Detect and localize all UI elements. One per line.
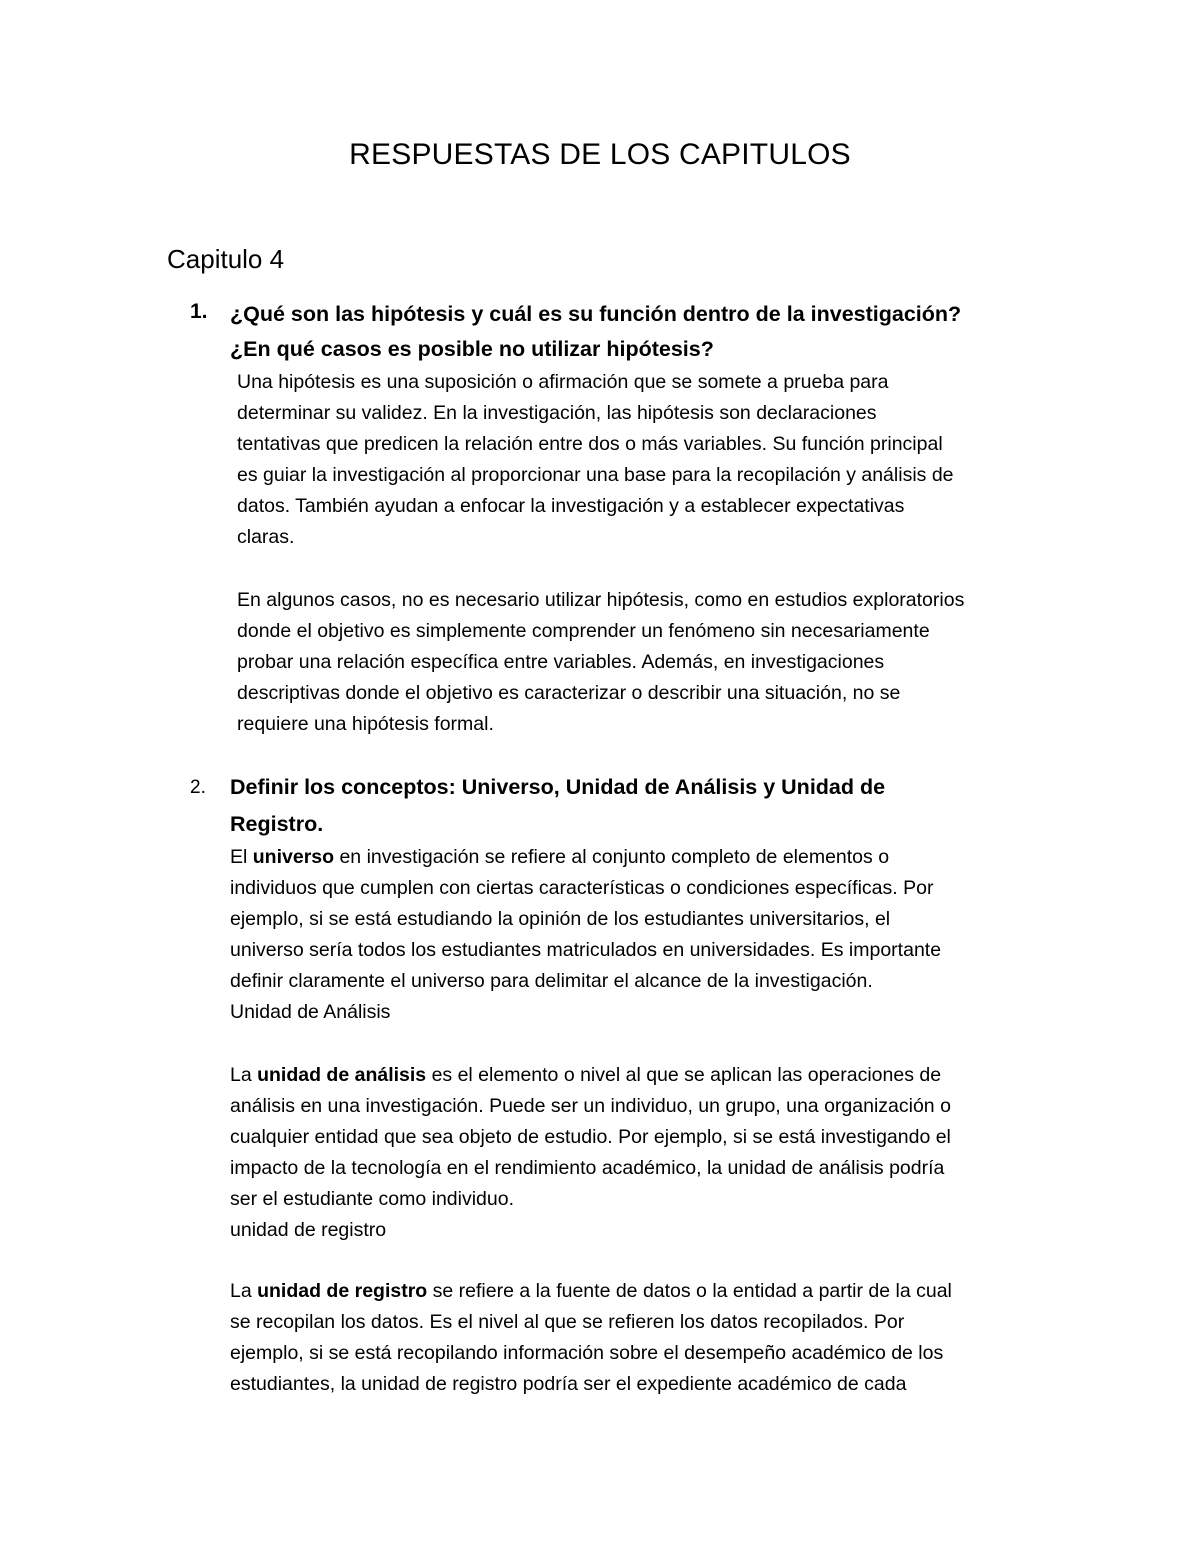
- question-2-line-1: Definir los conceptos: Universo, Unidad de Análisis y Unidad de: [230, 775, 886, 799]
- chapter-heading: Capitulo 4: [167, 244, 285, 274]
- subheading-unidad-de-analisis: Unidad de Análisis: [230, 1001, 391, 1023]
- text-line: análisis en una investigación. Puede ser un individuo, un grupo, una organización o: [230, 1095, 951, 1117]
- answer-1-paragraph-1: [237, 367, 954, 553]
- text-line: cualquier entidad que sea objeto de estudio. Por ejemplo, si se está investigando el: [230, 1126, 951, 1148]
- text-line: requiere una hipótesis formal.: [237, 713, 494, 735]
- text-span: El: [230, 846, 253, 868]
- registro-paragraph: [230, 1276, 952, 1400]
- page-title: RESPUESTAS DE LOS CAPITULOS: [349, 138, 851, 171]
- text-line: ejemplo, si se está recopilando información sobre el desempeño académico de los: [230, 1342, 944, 1364]
- text-line: universo sería todos los estudiantes matriculados en universidades. Es importante: [230, 939, 942, 961]
- question-1-number: 1.: [190, 300, 208, 323]
- text-line: probar una relación específica entre variables. Además, en investigaciones: [237, 651, 885, 673]
- universo-paragraph: [230, 842, 941, 1028]
- text-line: es guiar la investigación al proporcionar una base para la recopilación y análisis de: [237, 464, 954, 486]
- term-unidad-de-registro: unidad de registro: [257, 1280, 428, 1302]
- text-line: claras.: [237, 526, 295, 548]
- question-1-line-2: ¿En qué casos es posible no utilizar hipótesis?: [230, 337, 714, 361]
- text-line: Una hipótesis es una suposición o afirmación que se somete a prueba para: [237, 371, 889, 393]
- question-2-number: 2.: [190, 777, 206, 798]
- term-unidad-de-analisis: unidad de análisis: [257, 1064, 427, 1086]
- text-line: datos. También ayudan a enfocar la investigación y a establecer expectativas: [237, 495, 905, 517]
- text-line: descriptivas donde el objetivo es caracterizar o describir una situación, no se: [237, 682, 901, 704]
- question-1-line-1: ¿Qué son las hipótesis y cuál es su función dentro de la investigación?: [230, 302, 962, 326]
- question-2-line-2: Registro.: [230, 812, 324, 836]
- text-line: ejemplo, si se está estudiando la opinión de los estudiantes universitarios, el: [230, 908, 891, 930]
- text-line: definir claramente el universo para delimitar el alcance de la investigación.: [230, 970, 873, 992]
- text-span: es el elemento o nivel al que se aplican las operaciones de: [426, 1064, 942, 1086]
- text-span: La: [230, 1064, 258, 1086]
- term-universo: universo: [252, 846, 335, 868]
- text-line: determinar su validez. En la investigación, las hipótesis son declaraciones: [237, 402, 877, 424]
- text-line: [230, 842, 941, 873]
- text-line: ser el estudiante como individuo.: [230, 1188, 514, 1210]
- subheading-unidad-de-registro: unidad de registro: [230, 1219, 387, 1241]
- text-line: se recopilan los datos. Es el nivel al que se refieren los datos recopilados. Por: [230, 1311, 905, 1333]
- answer-1-paragraph-2: [237, 585, 964, 740]
- text-span: en investigación se refiere al conjunto completo de elementos o: [334, 846, 890, 868]
- text-line: individuos que cumplen con ciertas características o condiciones específicas. Por: [230, 877, 934, 899]
- text-line: En algunos casos, no es necesario utilizar hipótesis, como en estudios exploratorios: [237, 589, 965, 611]
- text-line: [230, 1060, 951, 1091]
- text-span: se refiere a la fuente de datos o la entidad a partir de la cual: [427, 1280, 952, 1302]
- text-line: impacto de la tecnología en el rendimiento académico, la unidad de análisis podría: [230, 1157, 945, 1179]
- text-line: donde el objetivo es simplemente comprender un fenómeno sin necesariamente: [237, 620, 930, 642]
- text-span: La: [230, 1280, 258, 1302]
- analisis-paragraph: [230, 1060, 951, 1246]
- text-line: [230, 1276, 952, 1307]
- text-line: estudiantes, la unidad de registro podría ser el expediente académico de cada: [230, 1373, 907, 1395]
- text-line: tentativas que predicen la relación entre dos o más variables. Su función principal: [237, 433, 943, 455]
